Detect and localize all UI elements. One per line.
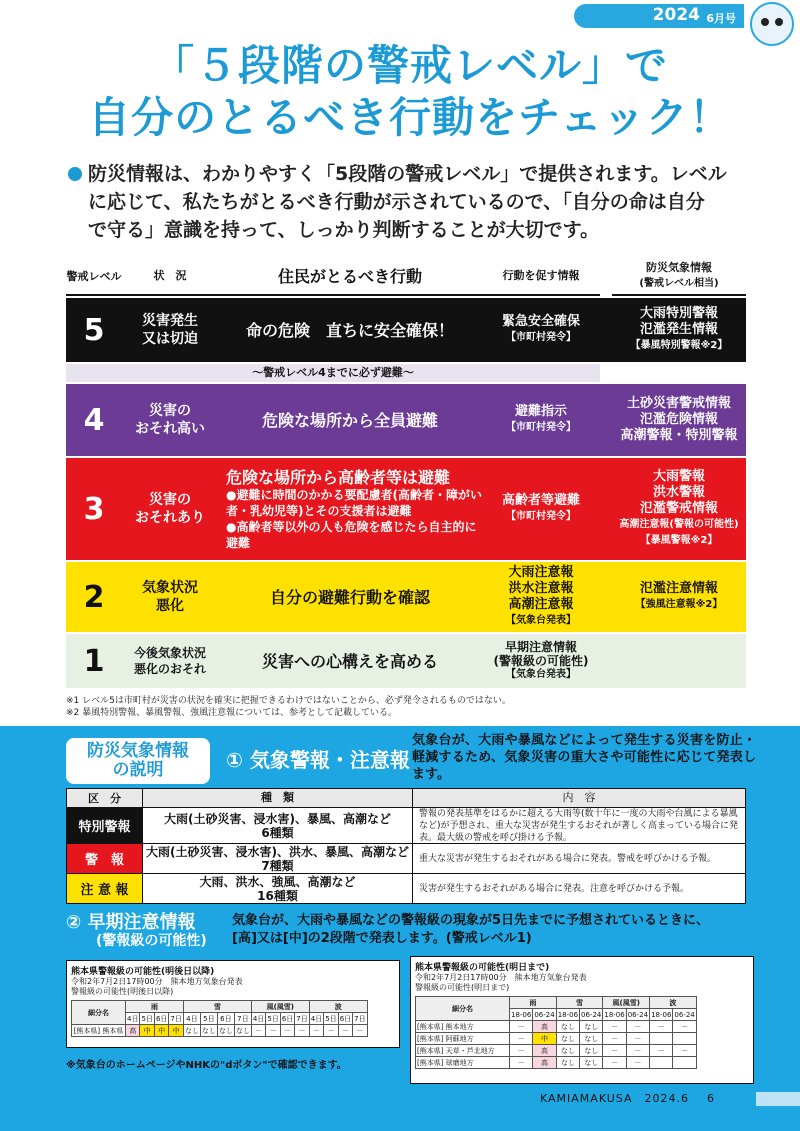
level-row-1: 1 今後気象状況 悪化のおそれ 災害への心構えを高める 早期注意情報 (警報級の可能性) 【気象台発表】	[66, 634, 746, 688]
issue-month: 6月号	[706, 12, 736, 25]
corner-tab	[756, 1092, 800, 1106]
page-footer: KAMIAMAKUSA 2024.6 6	[540, 1092, 715, 1105]
section2-desc: 気象台が、大雨や暴風などの警報級の現象が5日先までに予想されているときに、 [高]又は[中]の2段階で発表します。(警戒レベル1)	[232, 913, 710, 946]
table-row: [熊本県] 球磨地方 － 高 なし なし － －	[416, 1057, 697, 1069]
forecast-note: ※気象台のホームページやNHKの"dボタン"で確認できます。	[66, 1060, 347, 1071]
warning-types-table	[66, 788, 746, 904]
issue-year: 2024	[652, 5, 700, 25]
level-row-4: 4 災害の おそれ高い 危険な場所から全員避難 避難指示 【市町村発令】 土砂災害警戒情報 氾濫危険情報 高潮警報・特別警報	[66, 384, 746, 456]
section1-title: ① 気象警報・注意報	[226, 748, 410, 772]
title-line2: 自分のとるべき行動をチェック！	[88, 93, 732, 142]
page-number: 6	[707, 1092, 715, 1105]
section2-title: ② 早期注意情報	[66, 912, 196, 933]
forecast-table-right: 細分名 雨 雪 風(風雪) 波 18-06 06-24 18-06 06-24 18-06 06-24 18-06 06-24 [熊本県] 熊本地方 － 高 なし なし － － － － [熊本県] 阿蘇地方 － 中 なし なし － － [熊本県] 天草・芦北地方 － 高 なし なし － － － － [熊本県] 球磨地方 － 高 なし なし － －	[417, 998, 695, 1067]
section1-desc: 気象台が、大雨や暴風などによって発生する災害を防止・軽減するため、気象災害の重大さや可能性に応じて発表します。	[412, 733, 756, 782]
table-row: 特別警報 大雨(土砂災害、浸水害)、暴風、高潮など 6種類 警報の発表基準をはるかに超える大雨等(数十年に一度の大雨や台風による暴風など)が予想され、重大な災害が発生するおそれが著しく高まっている場合に発表。最大級の警戒を呼び掛ける予報。	[67, 807, 745, 843]
level-row-2: 2 気象状況 悪化 自分の避難行動を確認 大雨注意報 洪水注意報 高潮注意報 【気象台発表】 氾濫注意情報 【強風注意報※2】	[66, 562, 746, 632]
page-title	[60, 40, 760, 144]
level-row-3: 3 災害の おそれあり 危険な場所から高齢者等は避難 ●避難に時間のかかる要配慮者(高齢者・障がい者・乳幼児等)とその支援者は避難 ●高齢者等以外の人も危険を感じたら自主的に避難 高齢者等避難 【市町村発令】 大雨警報 洪水警報 氾濫警戒情報 高潮注意報(警報の可能性) 【暴風警報※2】	[66, 458, 746, 560]
table-row: [熊本県] 阿蘇地方 － 中 なし なし － －	[416, 1033, 697, 1045]
header-bar	[0, 0, 800, 36]
level-row-5: 5 災害発生 又は切迫 命の危険 直ちに安全確保！ 緊急安全確保 【市町村発令】 大雨特別警報 氾濫発生情報 【暴風特別警報※2】	[66, 298, 746, 362]
section2-subtitle: (警報級の可能性)	[96, 933, 207, 949]
forecast-table-left: 細分名 雨 雪 風(風雪) 波 4日 5日 6日 7日 4日 5日 6日 7日 4日 5日 6日 7日 4日 5日 6日 7日 [熊本県] 熊本県 高 中 中 中 なし なし なし なし － － － － － － － －	[71, 1000, 368, 1037]
bullet-dot-icon	[68, 167, 82, 181]
table-row: [熊本県] 熊本県 高 中 中 中 なし なし なし なし － － － － － － － －	[72, 1025, 368, 1037]
evacuation-band: ～警戒レベル4までに必ず避難～	[66, 364, 600, 382]
forecast-panel-days-after: 熊本県警報級の可能性(明後日以降) 令和2年7月2日17時00分 熊本地方気象台発表 警報級の可能性(明後日以降) 細分名 雨 雪 風(風雪) 波 4日 5日 6日 7日 4日 5日 6日 7日 4日 5日 6日 7日 4日 5日 6日 7日 [熊本県] 熊本県 高 中 中 中 なし なし なし なし － － － － － － － －	[66, 960, 400, 1048]
level-table-header: 警戒レベル 状 況 住民がとるべき行動 行動を促す情報 防災気象情報 (警戒レベル相当)	[66, 258, 746, 296]
forecast-panel-tomorrow: 熊本県警報級の可能性(明日まで) 令和2年7月2日17時00分 熊本地方気象台発表 警報級の可能性(明日まで) 細分名 雨 雪 風(風雪) 波 18-06 06-24 18-06 06-24 18-06 06-24 18-06 06-24 [熊本県] 熊本地方 － 高 なし なし － － － － [熊本県] 阿蘇地方 － 中 なし なし － － [熊本県] 天草・芦北地方 － 高 なし なし － － － － [熊本県] 球磨地方 － 高 なし なし － －	[410, 956, 754, 1084]
intro-text: 防災情報は、わかりやすく「5段階の警戒レベル」で提供されます。レベル に応じて、私たちがとるべき行動が示されているので、「自分の命は自分 で守る」意識を持って、しっかり判断することが大切です。	[68, 160, 758, 244]
table-row: [熊本県] 熊本地方 － 高 なし なし － － － －	[416, 1021, 697, 1033]
warning-table-header: 区 分 種 類 内 容	[67, 789, 745, 807]
table-row: 注 意 報 大雨、洪水、強風、高潮など 16種類 災害が発生するおそれがある場合に発表。注意を呼びかける予報。	[67, 873, 745, 903]
table-row: 警 報 大雨(土砂災害、浸水害)、洪水、暴風、高潮など 7種類 重大な災害が発生するおそれがある場合に発表。警戒を呼びかける予報。	[67, 843, 745, 873]
table-row: [熊本県] 天草・芦北地方 － 高 なし なし － － － －	[416, 1045, 697, 1057]
footnote-1: ※1 レベル5は市町村が災害の状況を確実に把握できるわけではないことから、必ず発令されるものではない。	[66, 696, 511, 706]
title-line1: 「５段階の警戒レベル」で	[151, 41, 668, 90]
section-badge: 防災気象情報 の説明	[66, 738, 210, 784]
footnote-2: ※2 暴風特別警報、暴風警報、強風注意報については、参考として記載している。	[66, 708, 397, 718]
